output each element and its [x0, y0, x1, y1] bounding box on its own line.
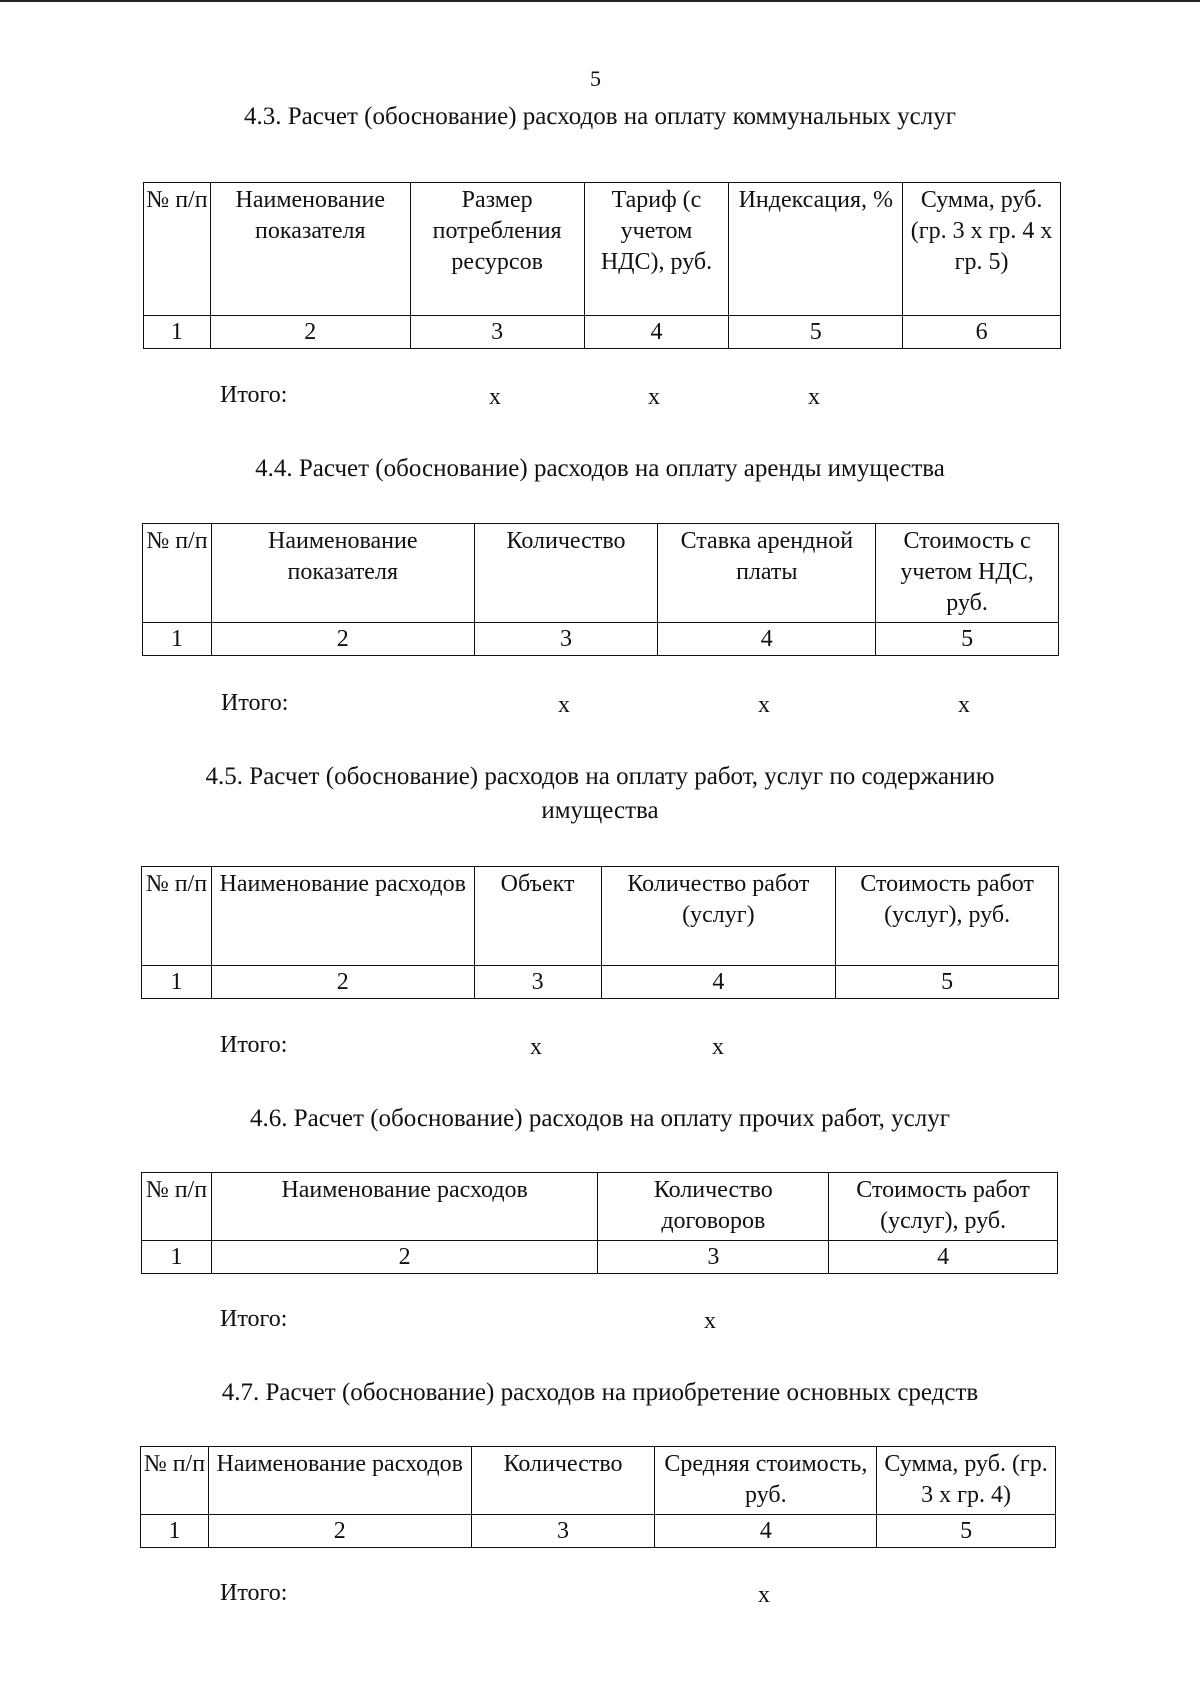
total-mark: x [530, 1034, 542, 1060]
page-number: 5 [590, 66, 601, 91]
column-number-row [142, 1241, 1058, 1274]
number-cell: 4 [601, 966, 836, 999]
header-cell: Наименование расходов [211, 867, 474, 966]
number-cell: 3 [598, 1241, 829, 1274]
number-cell: 3 [474, 623, 658, 656]
header-cell: Сумма, руб. (гр. 3 x гр. 4) [877, 1447, 1056, 1515]
header-cell: Наименование показателя [210, 183, 410, 316]
number-cell: 1 [143, 623, 212, 656]
total-mark: x [758, 692, 770, 718]
number-cell: 2 [208, 1515, 471, 1548]
header-cell: № п/п [141, 1447, 209, 1515]
section-4-5-title-line2: имущества [541, 797, 659, 824]
number-cell: 2 [211, 1241, 598, 1274]
total-label: Итого: [220, 382, 288, 408]
total-label: Итого: [220, 1032, 288, 1058]
header-cell: Тариф (с учетом НДС), руб. [584, 183, 729, 316]
number-cell: 4 [658, 623, 876, 656]
header-cell: Количество [474, 524, 658, 623]
number-cell: 1 [142, 1241, 212, 1274]
number-cell: 4 [829, 1241, 1058, 1274]
total-label: Итого: [220, 1580, 288, 1606]
number-cell: 1 [141, 1515, 209, 1548]
header-cell: № п/п [142, 867, 212, 966]
total-mark: x [758, 1582, 770, 1608]
header-cell: Стоимость с учетом НДС, руб. [876, 524, 1059, 623]
total-label: Итого: [220, 1306, 288, 1332]
number-cell: 4 [655, 1515, 877, 1548]
header-cell: № п/п [144, 183, 211, 316]
number-cell: 6 [903, 316, 1061, 349]
number-cell: 3 [474, 966, 601, 999]
header-cell: Наименование показателя [211, 524, 474, 623]
total-label: Итого: [221, 690, 289, 716]
header-cell: Количество работ (услуг) [601, 867, 836, 966]
number-cell: 5 [876, 623, 1059, 656]
header-cell: Стоимость работ (услуг), руб. [829, 1173, 1058, 1241]
utilities-table [143, 182, 1061, 349]
total-mark: x [958, 692, 970, 718]
section-4-5-title-line1: 4.5. Расчет (обоснование) расходов на оплату работ, услуг по содержанию [205, 763, 995, 790]
number-cell: 1 [142, 966, 212, 999]
header-cell: Размер потребления ресурсов [410, 183, 584, 316]
header-cell: Наименование расходов [208, 1447, 471, 1515]
maintenance-table [141, 866, 1059, 999]
header-cell: Средняя стоимость, руб. [655, 1447, 877, 1515]
header-cell: Количество договоров [598, 1173, 829, 1241]
number-cell: 2 [210, 316, 410, 349]
table-header-row [142, 1173, 1058, 1241]
column-number-row [143, 623, 1059, 656]
number-cell: 2 [211, 623, 474, 656]
total-mark: x [648, 384, 660, 410]
number-cell: 5 [729, 316, 903, 349]
section-4-6-title: 4.6. Расчет (обоснование) расходов на оплату прочих работ, услуг [250, 1105, 950, 1132]
page-top-border [0, 0, 1200, 2]
total-mark: x [808, 384, 820, 410]
column-number-row [141, 1515, 1056, 1548]
table-header-row [141, 1447, 1056, 1515]
header-cell: Объект [474, 867, 601, 966]
number-cell: 5 [836, 966, 1059, 999]
number-cell: 2 [211, 966, 474, 999]
number-cell: 3 [471, 1515, 655, 1548]
number-cell: 1 [144, 316, 211, 349]
total-mark: x [712, 1034, 724, 1060]
header-cell: Количество [471, 1447, 655, 1515]
other-works-table [141, 1172, 1058, 1274]
section-4-3-title: 4.3. Расчет (обоснование) расходов на оплату коммунальных услуг [243, 103, 957, 130]
rent-table [142, 523, 1059, 656]
section-4-4-title: 4.4. Расчет (обоснование) расходов на оплату аренды имущества [255, 455, 945, 482]
header-cell: Индексация, % [729, 183, 903, 316]
column-number-row [144, 316, 1061, 349]
table-header-row [142, 867, 1059, 966]
header-cell: № п/п [143, 524, 212, 623]
table-header-row [144, 183, 1061, 316]
number-cell: 3 [410, 316, 584, 349]
table-header-row [143, 524, 1059, 623]
total-mark: x [704, 1308, 716, 1334]
number-cell: 4 [584, 316, 729, 349]
header-cell: Ставка арендной платы [658, 524, 876, 623]
total-mark: x [489, 384, 501, 410]
header-cell: Наименование расходов [211, 1173, 598, 1241]
header-cell: Сумма, руб. (гр. 3 x гр. 4 x гр. 5) [903, 183, 1061, 316]
fixed-assets-table [140, 1446, 1056, 1548]
number-cell: 5 [877, 1515, 1056, 1548]
section-4-7-title: 4.7. Расчет (обоснование) расходов на приобретение основных средств [221, 1379, 979, 1406]
column-number-row [142, 966, 1059, 999]
header-cell: Стоимость работ (услуг), руб. [836, 867, 1059, 966]
total-mark: x [558, 692, 570, 718]
header-cell: № п/п [142, 1173, 212, 1241]
